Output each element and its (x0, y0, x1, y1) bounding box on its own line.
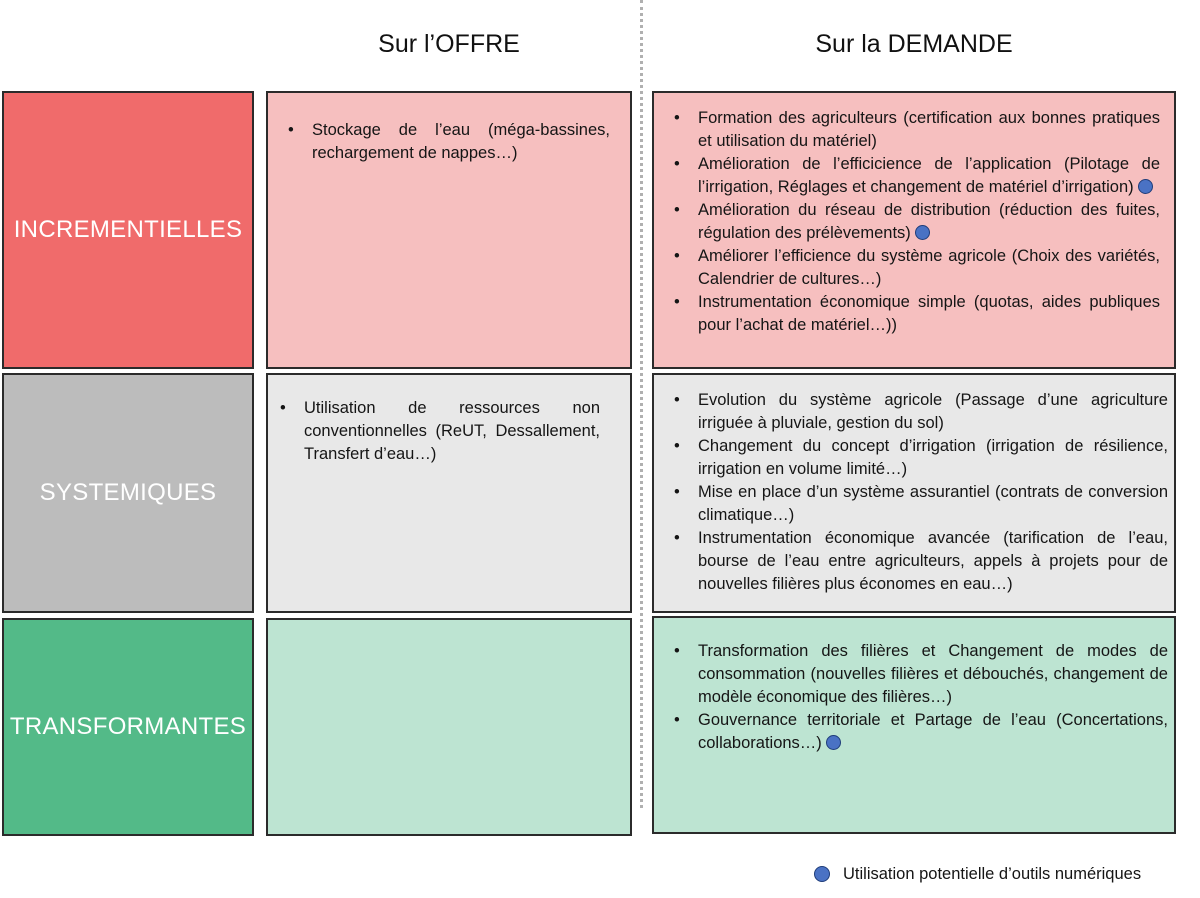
list-item: • Mise en place d’un système assurantiel (contrats de conversion climatique…) (674, 481, 1168, 527)
digital-tool-dot-icon (915, 225, 930, 240)
column-divider (640, 0, 643, 808)
row-label-systemiques (2, 373, 254, 613)
list-item: • Instrumentation économique simple (quotas, aides publiques pour l’achat de matériel…)) (674, 291, 1160, 337)
digital-tool-dot-icon (826, 735, 841, 750)
legend-text: Utilisation potentielle d’outils numériques (843, 864, 1142, 883)
row-label-transformantes (2, 618, 254, 836)
bullet-list (280, 397, 600, 466)
cell-transformantes-offre (266, 618, 632, 836)
list-item: • Instrumentation économique avancée (tarification de l’eau, bourse de l’eau entre agriculteurs, appels à projets pour de nouvelles filières plus économes en eau…) (674, 527, 1168, 596)
row-label-incrementielles (2, 91, 254, 369)
bullet-list (674, 389, 1168, 596)
cell-systemiques-offre (266, 373, 632, 613)
list-item: • Transformation des filières et Changement de modes de consommation (nouvelles filières et débouchés, changement de modèle économique des filières…) (674, 640, 1168, 709)
legend (814, 862, 1141, 886)
cell-incrementielles-offre (266, 91, 632, 369)
header-offre: Sur l’OFFRE (378, 30, 520, 58)
bullet-list (674, 107, 1160, 337)
cell-systemiques-demande (652, 373, 1176, 613)
list-item: • Gouvernance territoriale et Partage de l’eau (Concertations, collaborations…) (674, 709, 1168, 755)
row-label-text: INCREMENTIELLES (13, 216, 243, 243)
bullet-list (674, 640, 1168, 755)
list-item: • Formation des agriculteurs (certification aux bonnes pratiques et utilisation du matériel) (674, 107, 1160, 153)
list-item: • Evolution du système agricole (Passage d’une agriculture irriguée à pluviale, gestion du sol) (674, 389, 1168, 435)
list-item: • Changement du concept d’irrigation (irrigation de résilience, irrigation en volume limité…) (674, 435, 1168, 481)
digital-tool-dot-icon (1138, 179, 1153, 194)
cell-transformantes-demande (652, 616, 1176, 834)
list-item: • Amélioration de l’efficicience de l’application (Pilotage de l’irrigation, Réglages et changement de matériel d’irrigation) (674, 153, 1160, 199)
list-item: • Utilisation de ressources non conventionnelles (ReUT, Dessallement, Transfert d’eau…) (280, 397, 600, 466)
cell-incrementielles-demande (652, 91, 1176, 369)
list-item: • Amélioration du réseau de distribution (réduction des fuites, régulation des prélèvements) (674, 199, 1160, 245)
list-item: • Améliorer l’efficience du système agricole (Choix des variétés, Calendrier de cultures…) (674, 245, 1160, 291)
list-item: • Stockage de l’eau (méga-bassines, rechargement de nappes…) (288, 119, 610, 165)
header-demande: Sur la DEMANDE (815, 30, 1013, 58)
row-label-text: SYSTEMIQUES (39, 479, 217, 506)
bullet-list (288, 119, 610, 165)
digital-tool-dot-icon (814, 866, 830, 882)
row-label-text: TRANSFORMANTES (9, 713, 247, 740)
